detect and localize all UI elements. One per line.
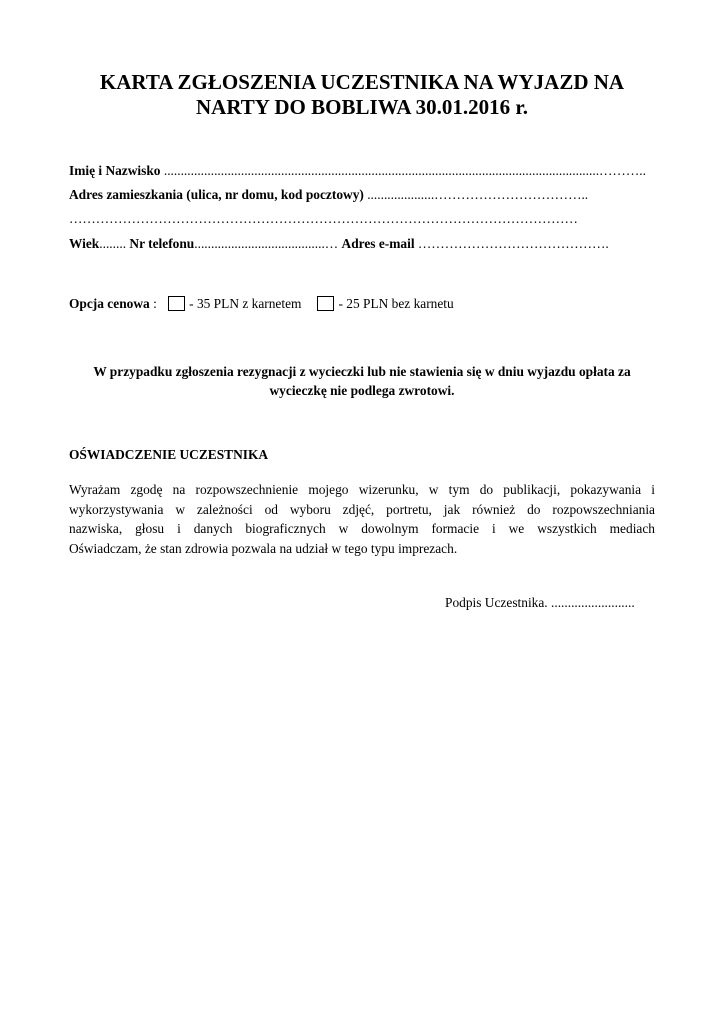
phone-dots: .......................................… bbox=[194, 236, 342, 251]
price-option-row bbox=[69, 296, 655, 312]
address-continuation-row[interactable] bbox=[69, 211, 655, 227]
declaration-heading: OŚWIADCZENIE UCZESTNIKA bbox=[69, 447, 269, 462]
signature-field[interactable]: Podpis Uczestnika. ......................... bbox=[445, 595, 635, 610]
declaration-text bbox=[69, 480, 655, 558]
age-label: Wiek bbox=[69, 236, 100, 251]
name-row[interactable] bbox=[69, 163, 655, 179]
title-line-1: KARTA ZGŁOSZENIA UCZESTNIKA NA WYJAZD NA bbox=[99, 70, 625, 94]
contact-row[interactable] bbox=[69, 236, 655, 252]
option-2-label: - 25 PLN bez karnetu bbox=[338, 296, 454, 311]
declaration-line-3: nazwiska, głosu i danych biograficznych w dowolnym formacie i we wszystkich mediach bbox=[69, 521, 655, 536]
declaration-line-4: Oświadczam, że stan zdrowia pozwala na udział w tego typu imprezach. bbox=[69, 540, 458, 556]
address-line-2-dots: …………………………………………………………………………………………………… bbox=[69, 211, 578, 226]
option-1-label: - 35 PLN z karnetem bbox=[189, 296, 302, 311]
age-dots: ........ bbox=[99, 236, 130, 251]
price-label: Opcja cenowa bbox=[69, 296, 150, 311]
form-title bbox=[60, 70, 664, 120]
title-line-2: NARTY DO BOBLIWA 30.01.2016 r. bbox=[195, 95, 528, 119]
declaration-line-2: wykorzystywania w zależności od wyboru zdjęć, portretu, jak również do rozpowszechniania bbox=[69, 501, 655, 517]
address-row[interactable] bbox=[69, 187, 655, 203]
email-dots: ……………………………………. bbox=[414, 236, 609, 251]
notice-line-2: wycieczkę nie podlega zwrotowi. bbox=[269, 383, 455, 398]
declaration-line-1: Wyrażam zgodę na rozpowszechnienie mojego wizerunku, w tym do publikacji, pokazywania i bbox=[69, 482, 655, 497]
address-label: Adres zamieszkania (ulica, nr domu, kod pocztowy) bbox=[69, 187, 364, 202]
notice-line-1: W przypadku zgłoszenia rezygnacji z wycieczki lub nie stawienia się w dniu wyjazdu opłata za bbox=[93, 364, 631, 379]
phone-label: Nr telefonu bbox=[129, 236, 195, 251]
name-label: Imię i Nazwisko bbox=[69, 163, 161, 178]
address-dots: ....................…………………………….. bbox=[363, 187, 589, 202]
option-1-checkbox[interactable] bbox=[168, 296, 185, 311]
price-colon: : bbox=[149, 296, 161, 311]
cancellation-notice bbox=[69, 362, 655, 400]
option-2-checkbox[interactable] bbox=[317, 296, 334, 311]
name-dots: ..................................................................................................................................……….. bbox=[160, 163, 646, 178]
email-label: Adres e-mail bbox=[341, 236, 415, 251]
